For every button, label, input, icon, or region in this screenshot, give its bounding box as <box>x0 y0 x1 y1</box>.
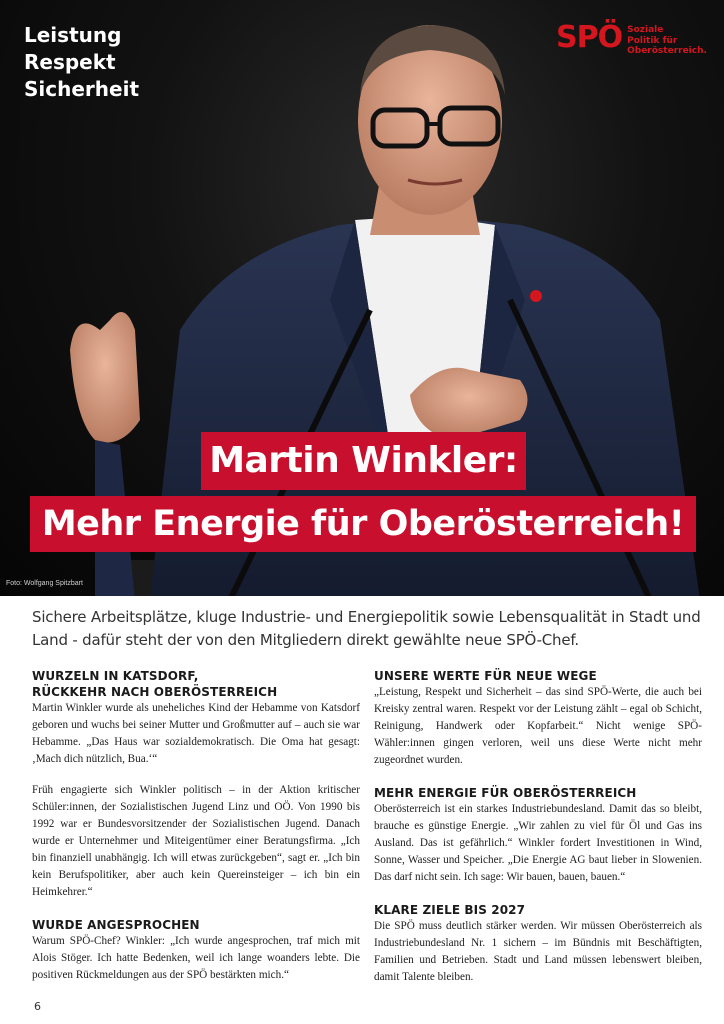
logo-tagline-line: Oberösterreich. <box>627 46 707 56</box>
slogan-line: Sicherheit <box>24 77 139 101</box>
right-column <box>374 668 702 1002</box>
spoe-logo <box>556 22 707 57</box>
page-number: 6 <box>34 1000 41 1013</box>
slogan <box>24 22 139 103</box>
section-heading <box>32 668 360 700</box>
section-wurzeln <box>32 668 360 901</box>
section-heading: MEHR ENERGIE FÜR OBERÖSTERREICH <box>374 786 637 800</box>
logo-mark: SPÖ <box>556 20 623 55</box>
section-paragraph: „Leistung, Respekt und Sicherheit – das sind SPÖ-Werte, die auch bei Kreisky zentral waren. Respekt vor der Leistung zählt – egal ob Schicht, Reinigung, Handwerk oder Kopfarbeit.“ Nicht wenige SPÖ-Wähler:innen gingen verloren, weil uns diese Werte nicht mehr zugeordnet wurden. <box>374 686 702 766</box>
section-energie <box>374 785 702 886</box>
section-heading-line: RÜCKKEHR NACH OBERÖSTERREICH <box>32 685 278 699</box>
photo-credit: Foto: Wolfgang Spitzbart <box>6 580 83 587</box>
logo-tagline-line: Soziale <box>627 25 664 35</box>
section-paragraph: Warum SPÖ-Chef? Winkler: „Ich wurde angesprochen, traf mich mit Alois Stöger. Ich hatte Bedenken, weil ich lange woanders lebte. Die positiven Rückmeldungen aus der SPÖ bestärkten mich.“ <box>32 935 360 981</box>
left-column <box>32 668 360 1000</box>
headline-name: Martin Winkler: <box>201 432 526 490</box>
slogan-line: Respekt <box>24 50 116 74</box>
section-heading: UNSERE WERTE FÜR NEUE WEGE <box>374 669 597 683</box>
section-heading: KLARE ZIELE BIS 2027 <box>374 903 526 917</box>
section-paragraph: Oberösterreich ist ein starkes Industriebundesland. Damit das so bleibt, brauche es günstige Energie. „Wir zahlen zu viel für Öl und Gas ins Ausland. Das ist gefährlich.“ Winkler fordert Investitionen in Wind, Sonne, Wasser und Speicher. „Die Energie AG baut lieber in Slowenien. Das darf nicht sein. Ich sage: Wir bauen, bauen, bauen.“ <box>374 803 702 883</box>
logo-tagline-line: Politik für <box>627 35 678 46</box>
section-paragraph: Früh engagierte sich Winkler politisch – in der Aktion kritischer Schüler:innen, der Sozialistischen Jugend Linz und OÖ. Von 1990 bis 1992 war er Bundesvorsitzender der Sozialistischen Jugend. Danach wurde er Unternehmer und Miteigentümer einer Beratungsfirma. „Ich bin finanziell unabhängig. Ich will etwas zurückgeben“, sagt er. „Ich bin kein Berufspolitiker, aber auch kein Quereinsteiger – ich bin ein Heimkehrer.“ <box>32 784 360 898</box>
section-werte <box>374 668 702 769</box>
intro-text: Sichere Arbeitsplätze, kluge Industrie- und Energiepolitik sowie Lebensqualität in Stadt und Land - dafür steht der von den Mitgliedern direkt gewählte neue SPÖ-Chef. <box>32 608 701 649</box>
slogan-line: Leistung <box>24 23 122 47</box>
section-ziele <box>374 902 702 986</box>
headline-title: Mehr Energie für Oberösterreich! <box>30 496 696 552</box>
section-paragraph: Die SPÖ muss deutlich stärker werden. Wir müssen Oberösterreich als Industriebundesland Nr. 1 sichern – im Bündnis mit Beschäftigten, Familien und Betrieben. Stadt und Land müssen lebenswert bleiben, damit Talente bleiben. <box>374 920 702 983</box>
section-heading: WURDE ANGESPROCHEN <box>32 918 200 932</box>
logo-tagline <box>627 25 707 57</box>
section-paragraph: Martin Winkler wurde als uneheliches Kind der Hebamme von Katsdorf geboren und wuchs bei seiner Mutter und Großmutter auf – auch sie war Hebamme. „Das Haus war sozialdemokratisch. Die Oma hat gesagt: ‚Mach dich nützlich, Bua.‘“ <box>32 702 360 765</box>
section-angesprochen <box>32 917 360 984</box>
section-heading-line: WURZELN IN KATSDORF, <box>32 669 199 683</box>
